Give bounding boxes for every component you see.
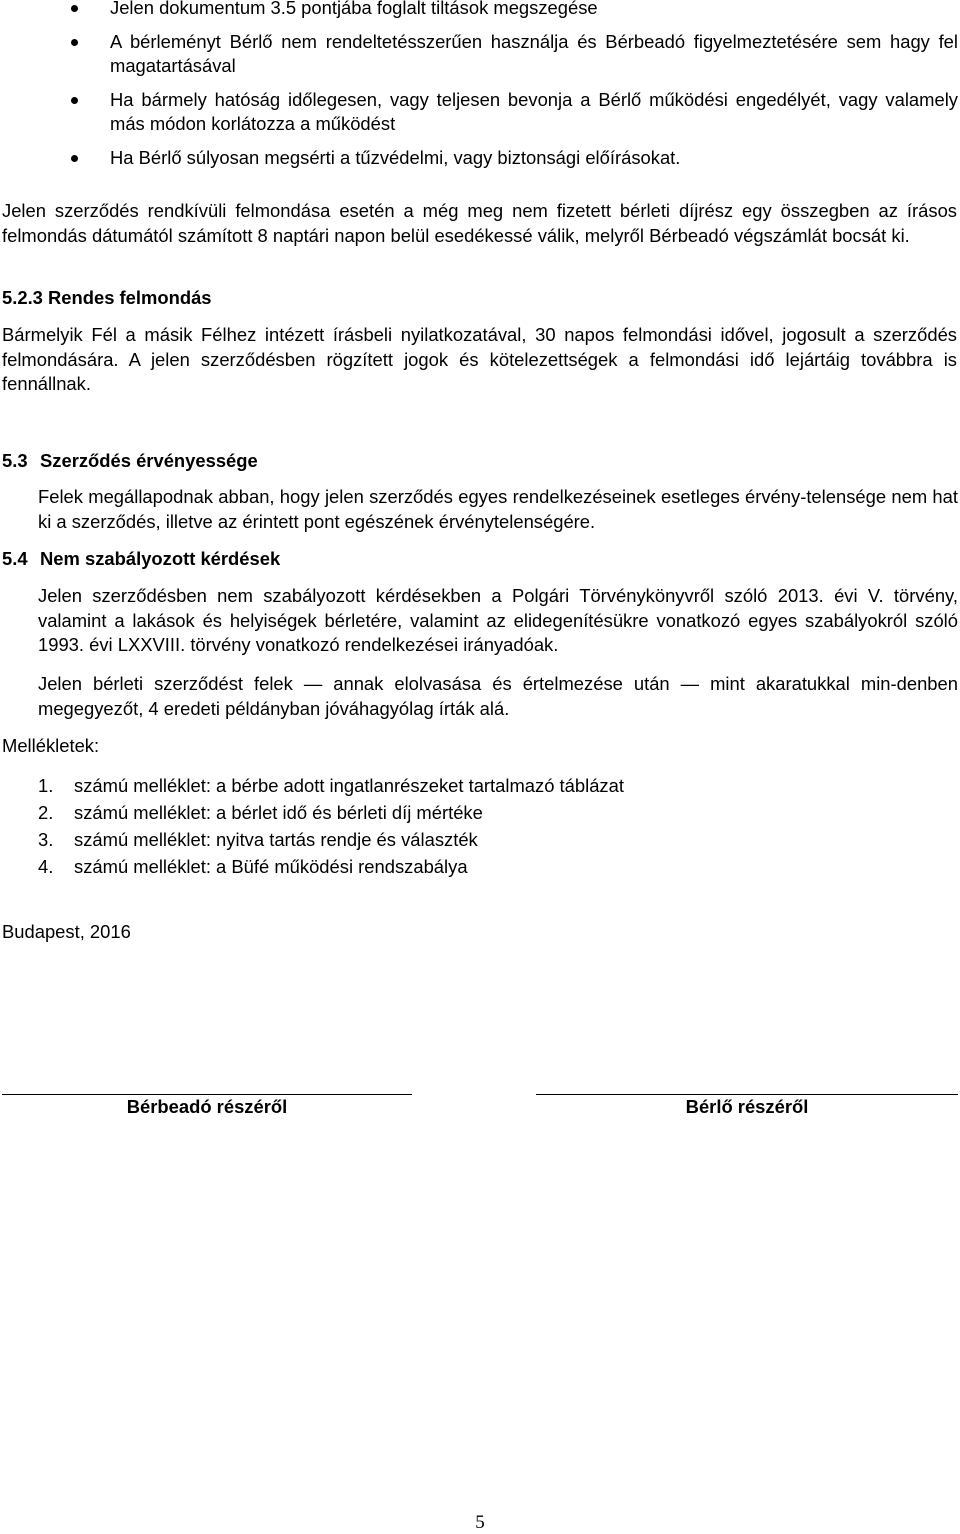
page-number: 5 — [475, 1512, 485, 1533]
section-5-4-text: Jelen szerződésben nem szabályozott kérdésekben a Polgári Törvénykönyvről szóló 2013. évi V. törvény, valamint a lakások és helyiségek bérletére, valamint az elidegenítésükre vonatkozó egyes szabályokról szóló 1993. évi LXXVIII. törvény vonatkozó rendelkezései irányadóak. — [38, 585, 958, 655]
bullet-icon — [71, 39, 78, 46]
section-5-2-3-heading: 5.2.3 Rendes felmondás — [2, 287, 212, 308]
section-5-4-heading — [2, 547, 280, 571]
termination-paragraph: Jelen szerződés rendkívüli felmondása esetén a még meg nem fizetett bérleti díjrész egy összegben az írásos felmondás dátumától számított 8 naptári napon belül esedékessé válik, melyről Bérbeadó végszámlát bocsát ki. — [2, 200, 957, 246]
section-title: Nem szabályozott kérdések — [40, 548, 281, 569]
place-date: Budapest, 2016 — [2, 921, 131, 942]
section-5-2-3-text: Bármelyik Fél a másik Félhez intézett írásbeli nyilatkozatával, 30 napos felmondási idővel, jogosult a szerződés felmondására. A jelen szerződésben rögzített jogok és kötelezettségek a felmondási idő lejártáig továbbra is fennállnak. — [2, 324, 957, 394]
section-5-3-heading — [2, 449, 258, 473]
list-item: Ha Bérlő súlyosan megsérti a tűzvédelmi, vagy biztonsági előírásokat. — [0, 146, 958, 170]
bullet-icon — [71, 155, 78, 162]
section-number: 5.4 — [2, 548, 28, 569]
prohibitions-list — [0, 0, 958, 180]
bullet-icon — [71, 97, 78, 104]
section-title: Szerződés érvényessége — [40, 450, 258, 471]
list-item: A bérleményt Bérlő nem rendeltetésszerűen használja és Bérbeadó figyelmeztetésére sem hagy fel magatartásával — [0, 30, 958, 78]
annexes-label: Mellékletek: — [2, 735, 100, 756]
list-item: 3. számú melléklet: nyitva tartás rendje és választék — [38, 829, 478, 850]
list-item: 1. számú melléklet: a bérbe adott ingatlanrészeket tartalmazó táblázat — [38, 775, 624, 796]
list-item: Jelen dokumentum 3.5 pontjába foglalt tiltások megszegése — [0, 0, 958, 20]
section-5-3-text: Felek megállapodnak abban, hogy jelen szerződés egyes rendelkezéseinek esetleges érvény-telensége nem hat ki a szerződés, illetve az érintett pont egészének érvénytelenségére. — [38, 486, 958, 532]
signature-label-lessee: Bérlő részéről — [685, 1096, 809, 1117]
signature-label-lessor: Bérbeadó részéről — [126, 1096, 288, 1117]
section-number: 5.3 — [2, 450, 28, 471]
annexes-list — [38, 772, 624, 880]
bullet-icon — [71, 5, 78, 12]
list-item: 4. számú melléklet: a Büfé működési rendszabálya — [38, 856, 468, 877]
list-item: 2. számú melléklet: a bérlet idő és bérleti díj mértéke — [38, 802, 483, 823]
closing-paragraph: Jelen bérleti szerződést felek — annak elolvasása és értelmezése után — mint akaratukkal min-denben megegyezőt, 4 eredeti példányban jóváhagyólag írták alá. — [38, 673, 958, 719]
list-item: Ha bármely hatóság időlegesen, vagy teljesen bevonja a Bérlő működési engedélyét, vagy valamely más módon korlátozza a működést — [0, 88, 958, 136]
